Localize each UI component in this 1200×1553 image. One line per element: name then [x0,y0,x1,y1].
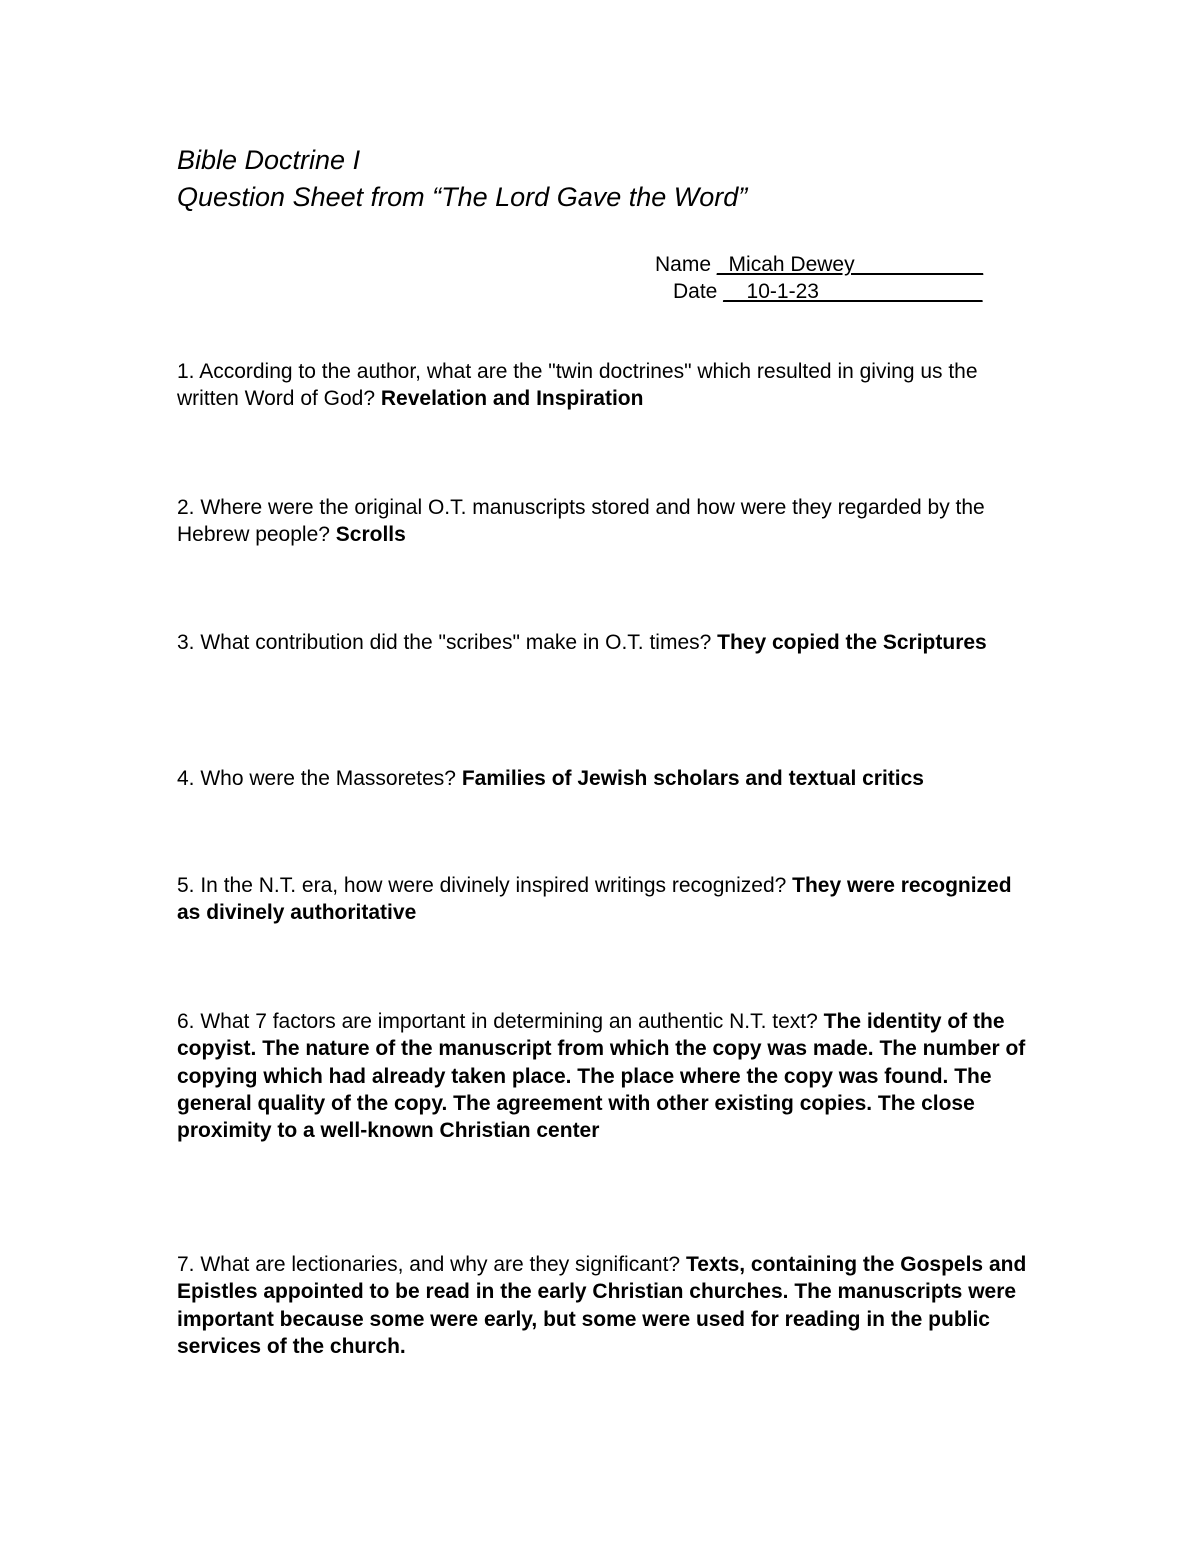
name-value: _Micah Dewey___________ [716,253,984,276]
question-3-text: 3. What contribution did the "scribes" make in O.T. times? [177,631,712,654]
question-7-text: 7. What are lectionaries, and why are they significant? [177,1253,681,1276]
question-5 [177,872,1027,927]
question-7 [177,1251,1027,1360]
question-2-answer: Scrolls [335,523,406,547]
question-4-answer: Families of Jewish scholars and textual critics [461,767,924,790]
question-2-text: 2. Where were the original O.T. manuscripts stored and how were they regarded by the Hebrew people? [177,496,985,547]
date-value: __10-1-23______________ [723,280,983,303]
question-2 [177,494,1027,549]
date-label: Date [673,280,718,303]
question-5-answer: They were recognized as divinely authoritative [177,874,1012,925]
question-4-text: 4. Who were the Massoretes? [177,767,456,790]
question-6-answer: The identity of the copyist. The nature of the manuscript from which the copy was made. The number of copying which had already taken place. The place where the copy was found. The general quality of the copy. The agreement with other existing copies. The close proximity to a well-known Christian center [177,1010,1026,1143]
name-label: Name [655,253,712,276]
question-5-text: 5. In the N.T. era, how were divinely inspired writings recognized? [177,874,787,897]
name-field [655,252,983,278]
question-6 [177,1008,1027,1144]
question-1-text: 1. According to the author, what are the "twin doctrines" which resulted in giving us the written Word of God? [177,360,978,411]
date-field [673,279,982,305]
course-title: Bible Doctrine I [177,145,361,175]
sheet-title: Question Sheet from “The Lord Gave the Word” [177,182,748,212]
question-4 [177,765,1027,792]
question-3-answer: They copied the Scriptures [717,631,987,654]
question-7-answer: Texts, containing the Gospels and Epistles appointed to be read in the early Christian churches. The manuscripts were important because some were early, but some were used for reading in the public services of the church. [177,1253,1027,1358]
question-1-answer: Revelation and Inspiration [380,387,644,411]
question-6-text: 6. What 7 factors are important in determining an authentic N.T. text? [177,1010,818,1033]
question-3 [177,629,1027,656]
question-1 [177,358,1027,413]
